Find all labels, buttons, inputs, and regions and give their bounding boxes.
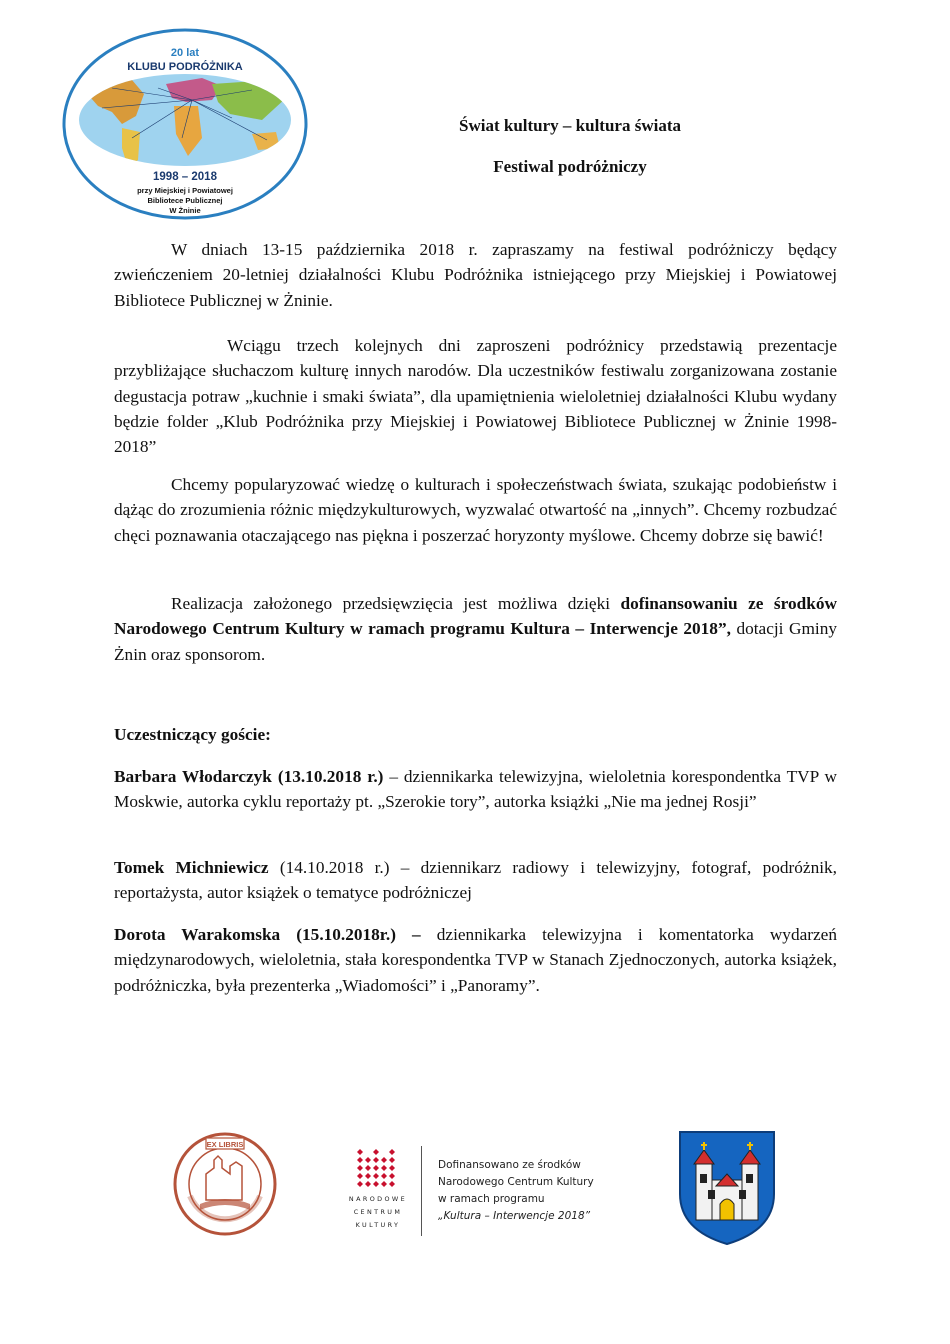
guest-warakomska [114,922,837,998]
goals-paragraph-block [114,472,837,548]
paragraph-funding [114,591,837,667]
svg-text:W Żninie: W Żninie [169,206,201,215]
svg-text:20 lat: 20 lat [170,47,200,59]
guest-item [114,855,837,906]
document-title: Świat kultury – kultura świata [459,116,681,135]
funding-text-end: dotacji Gminy Żnin oraz sponsorom. [114,619,838,664]
guest-michniewicz [114,855,837,906]
guest-description: dziennikarka telewizyjna i komentatorka wydarzeń międzynarodowych, wieloletnia, stała korespondentka TVP w Stanach Zjednoczonych, autorka książek, podróżniczka, była prezenterka „Wiadomości” i „Panoramy”. [114,925,837,995]
nck-name: NARODOWE CENTRUM KULTURY [348,1195,408,1229]
paragraph-program: Wciągu trzech kolejnych dni zaproszeni podróżnicy przedstawią prezentacje przybliżające słuchaczom kulturę innych narodów. Dla uczestników festiwalu zorganizowana zostanie degustacja potraw „kuchnie i smaki świata”, dla upamiętnienia wieloletniej działalności Klubu wydany będzie folder „Klub Podróżnika przy Miejskiej i Powiatowej Bibliotece Publicznej w Żninie 1998-2018” [114,336,837,457]
guests-heading: Uczestniczący goście: [114,725,271,744]
klub-podroznika-logo [62,28,308,220]
svg-text:Bibliotece Publicznej: Bibliotece Publicznej [147,196,223,205]
guest-item [114,922,837,998]
svg-text:KLUBU PODRÓŻNIKA: KLUBU PODRÓŻNIKA [127,61,243,73]
library-stamp-logo [172,1130,278,1238]
paragraph-goals: Chcemy popularyzować wiedzę o kulturach i społeczeństwach świata, szukając podobieństw i dążąc do zrozumienia różnic międzykulturowych, wyzwalać otwartość na „innych”. Chcemy rozbudzać chęci poznawania otaczającego nas piękna i poszerzać horyzonty myślowe. Chcemy dobrze się bawić! [114,475,837,545]
paragraph-intro: W dniach 13-15 października 2018 r. zapraszamy na festiwal podróżniczy będący zwieńczeniem 20-letniej działalności Klubu Podróżnika istniejącego przy Miejskiej i Powiatowej Bibliotece Publicznej w Żninie. [114,240,837,310]
footer-divider [421,1146,422,1236]
guest-name: Tomek Michniewicz [114,858,269,877]
svg-text:EX LIBRIS: EX LIBRIS [206,1140,244,1149]
guest-description: – dziennikarka telewizyjna, wieloletnia korespondentka TVP w Moskwie, autorka cyklu reportaży pt. „Szerokie tory”, autorka książki „Nie ma jednej Rosji” [114,767,837,812]
program-paragraph-block [114,333,837,459]
nck-logo-icon [356,1148,398,1192]
guest-wlodarczyk [114,764,837,815]
guest-description: – dziennikarz radiowy i telewizyjny, fotograf, podróżnik, reportażysta, autor książek o tematyce podróżniczej [114,858,837,903]
funding-paragraph-block [114,591,837,667]
intro-paragraph-block [114,237,837,313]
guests-heading-block [114,722,837,747]
svg-text:1998 – 2018: 1998 – 2018 [153,171,217,183]
znin-coat-of-arms [678,1130,776,1246]
guest-item [114,764,837,815]
document-subtitle: Festiwal podróżniczy [493,157,647,176]
guest-name: Barbara Włodarczyk (13.10.2018 r.) [114,767,384,786]
funding-text-start: Realizacja założonego przedsięwzięcia jest możliwa dzięki [171,594,621,613]
nck-funding-note: Dofinansowano ze środków Narodowego Centrum Kultury w ramach programu „Kultura – Interwencje 2018” [438,1159,594,1222]
guest-date: (14.10.2018 r.) [268,858,390,877]
svg-text:przy Miejskiej i Powiatowej: przy Miejskiej i Powiatowej [137,186,233,195]
funding-text-bold: dofinansowaniu ze środków Narodowego Centrum Kultury w ramach programu Kultura – Interwencje 2018”, [114,594,837,639]
guest-name: Dorota Warakomska (15.10.2018r.) – [114,925,421,944]
